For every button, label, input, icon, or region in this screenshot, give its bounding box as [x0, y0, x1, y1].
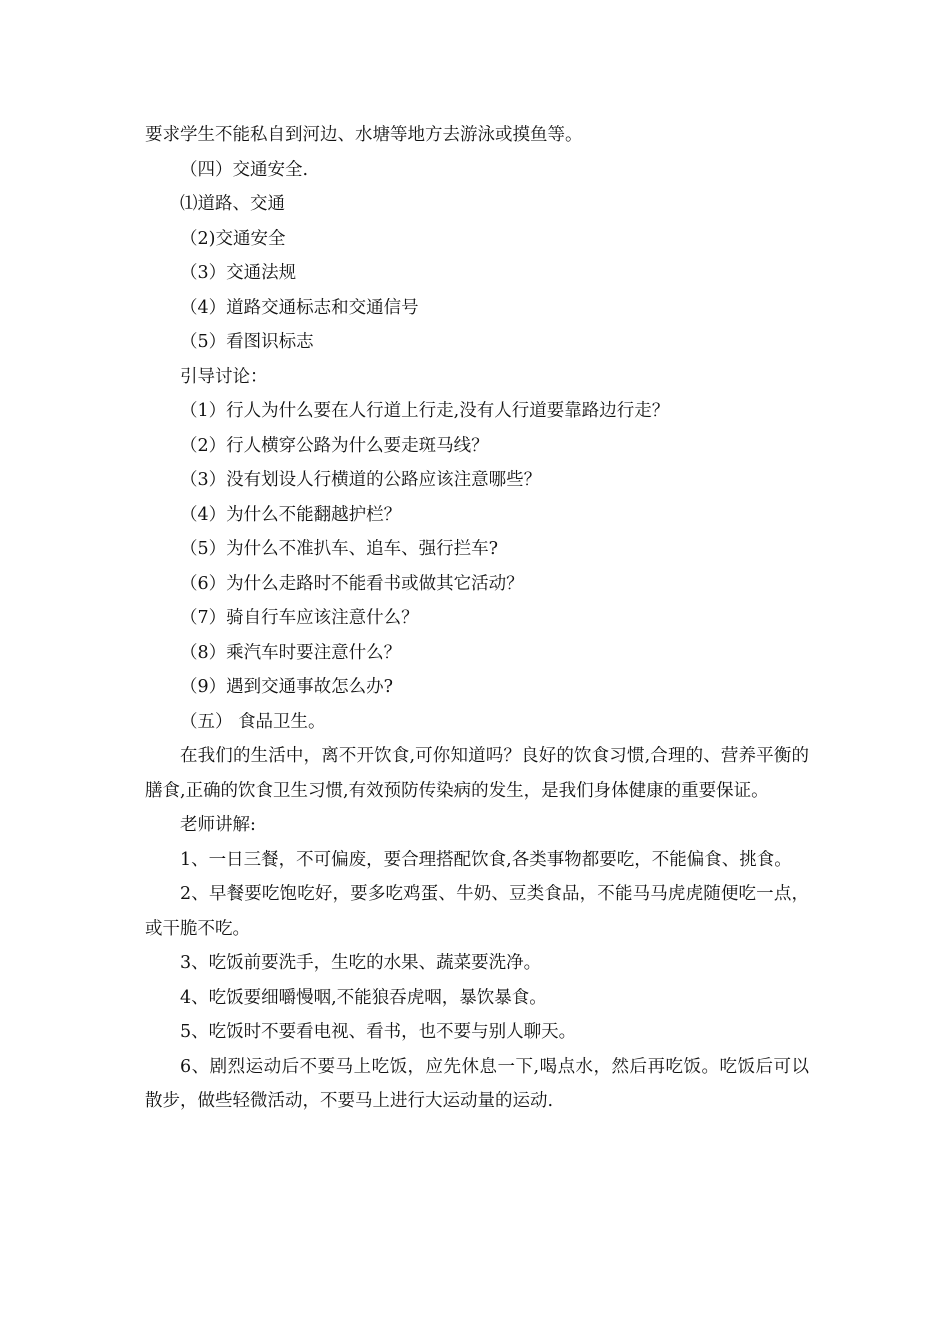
question-item: （4）为什么不能翻越护栏？ [180, 504, 402, 525]
section-heading-food: （五） 食品卫生。 [180, 711, 326, 732]
list-item: （2)交通安全 [180, 228, 286, 249]
list-item: （5）看图识标志 [180, 332, 314, 352]
list-item: ⑴道路、交通 [180, 194, 285, 214]
rule-item: 2、早餐要吃饱吃好，要多吃鸡蛋、牛奶、豆类食品，不能马马虎虎随便吃一点，或干脆不吃。 [145, 884, 809, 939]
question-item: （8）乘汽车时要注意什么？ [180, 642, 402, 663]
rule-item: 3、吃饭前要洗手，生吃的水果、蔬菜要洗净。 [180, 953, 542, 973]
question-item: （6）为什么走路时不能看书或做其它活动？ [180, 573, 524, 594]
discussion-heading: 引导讨论： [180, 366, 268, 387]
question-item: （2）行人横穿公路为什么要走斑马线？ [180, 435, 489, 456]
list-item: （4）道路交通标志和交通信号 [180, 297, 419, 318]
rule-item: 1、一日三餐，不可偏废，要合理搭配饮食,各类事物都要吃，不能偏食、挑食。 [180, 849, 792, 870]
rule-item: 5、吃饭时不要看电视、看书，也不要与别人聊天。 [180, 1022, 577, 1042]
list-item: （3）交通法规 [180, 263, 297, 283]
question-item: （1）行人为什么要在人行道上行走,没有人行道要靠路边行走？ [180, 401, 670, 421]
question-item: （3）没有划设人行横道的公路应该注意哪些？ [180, 470, 542, 490]
question-item: （9）遇到交通事故怎么办? [180, 677, 394, 697]
document-body [145, 118, 809, 1119]
explanation-heading: 老师讲解: [180, 815, 256, 835]
rule-item: 4、吃饭要细嚼慢咽,不能狼吞虎咽，暴饮暴食。 [180, 987, 547, 1008]
question-item: （7）骑自行车应该注意什么？ [180, 608, 419, 628]
question-item: （5）为什么不准扒车、追车、强行拦车? [180, 539, 499, 559]
paragraph: 在我们的生活中，离不开饮食,可你知道吗？良好的饮食习惯,合理的、营养平衡的膳食,正确的饮食卫生习惯,有效预防传染病的发生，是我们身体健康的重要保证。 [145, 746, 809, 801]
rule-item: 6、剧烈运动后不要马上吃饭，应先休息一下,喝点水，然后再吃饭。吃饭后可以散步，做些轻微活动，不要马上进行大运动量的运动. [145, 1056, 809, 1111]
paragraph: 要求学生不能私自到河边、水塘等地方去游泳或摸鱼等。 [145, 125, 583, 145]
section-heading-traffic: （四）交通安全. [180, 159, 309, 180]
